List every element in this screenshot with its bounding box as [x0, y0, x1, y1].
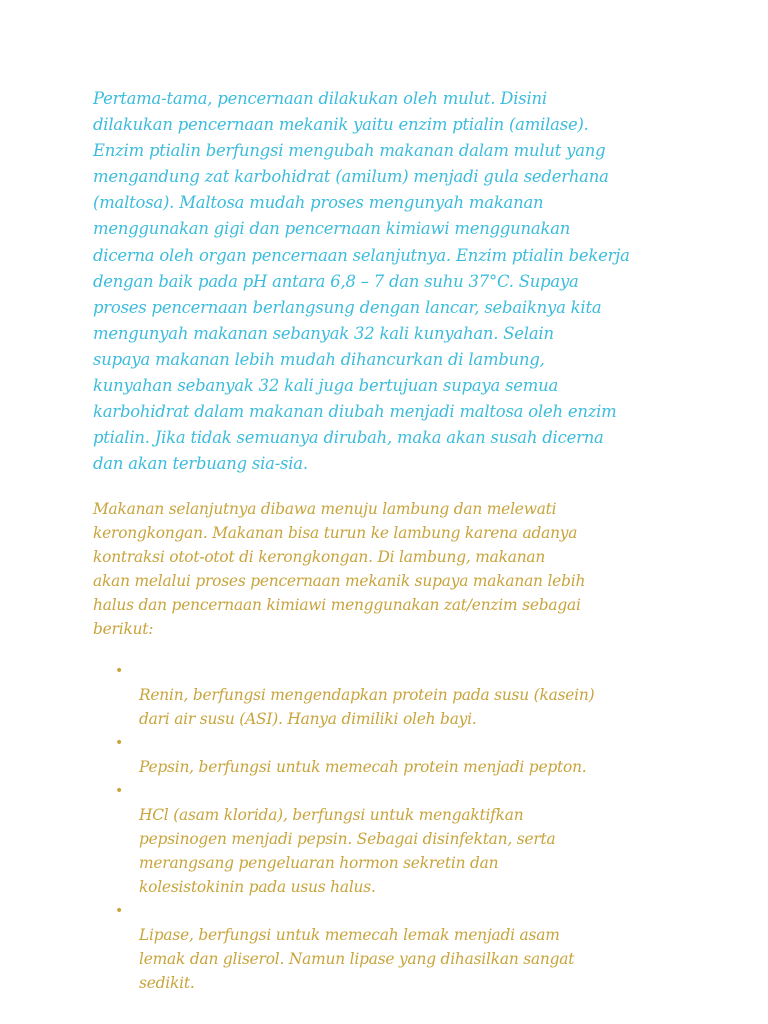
list-item-text: Renin, berfungsi mengendapkan protein pada susu (kasein) dari air susu (ASI). Hanya dimiliki oleh bayi. [139, 686, 595, 728]
list-item-text: Pepsin, berfungsi untuk memecah protein menjadi pepton. [139, 758, 587, 776]
paragraph-mouth-digestion: Pertama-tama, pencernaan dilakukan oleh mulut. Disini dilakukan pencernaan mekanik yaitu enzim ptialin (amilase). Enzim ptialin berfungsi mengubah makanan dalam mulut yang mengandung zat karbohidrat (amilum) menjadi gula sederhana (maltosa). Maltosa mudah proses mengunyah makanan menggunakan gigi dan pencernaan kimiawi menggunakan dicerna oleh organ pencernaan selanjutnya. Enzim ptialin bekerja dengan baik pada pH antara 6,8 – 7 dan suhu 37°C. Supaya proses pencernaan berlangsung dengan lancar, sebaiknya kita mengunyah makanan sebanyak 32 kali kunyahan. Selain supaya makanan lebih mudah dihancurkan di lambung, kunyahan sebanyak 32 kali juga bertujuan supaya semua karbohidrat dalam makanan diubah menjadi maltosa oleh enzim ptialin. Jika tidak semuanya dirubah, maka akan susah dicerna dan akan terbuang sia-sia. [93, 89, 630, 474]
bullet-icon: • [115, 903, 124, 919]
list-item-lipase [93, 899, 683, 995]
list-item-pepsin [93, 731, 683, 779]
list-item-hcl [93, 779, 683, 899]
list-item-renin [93, 659, 683, 731]
bullet-icon: • [115, 663, 124, 679]
paragraph-stomach-digestion: Makanan selanjutnya dibawa menuju lambung dan melewati kerongkongan. Makanan bisa turun ke lambung karena adanya kontraksi otot-otot di kerongkongan. Di lambung, makanan akan melalui proses pencernaan mekanik supaya makanan lebih halus dan pencernaan kimiawi menggunakan zat/enzim sebagai berikut: [93, 500, 586, 638]
list-item-text: HCl (asam klorida), berfungsi untuk mengaktifkan pepsinogen menjadi pepsin. Sebagai disinfektan, serta merangsang pengeluaran hormon sekretin dan kolesistokinin pada usus halus. [139, 806, 556, 896]
bullet-icon: • [115, 783, 124, 799]
bullet-icon: • [115, 735, 124, 751]
enzyme-list [93, 659, 683, 995]
list-item-text: Lipase, berfungsi untuk memecah lemak menjadi asam lemak dan gliserol. Namun lipase yang dihasilkan sangat sedikit. [139, 926, 575, 992]
